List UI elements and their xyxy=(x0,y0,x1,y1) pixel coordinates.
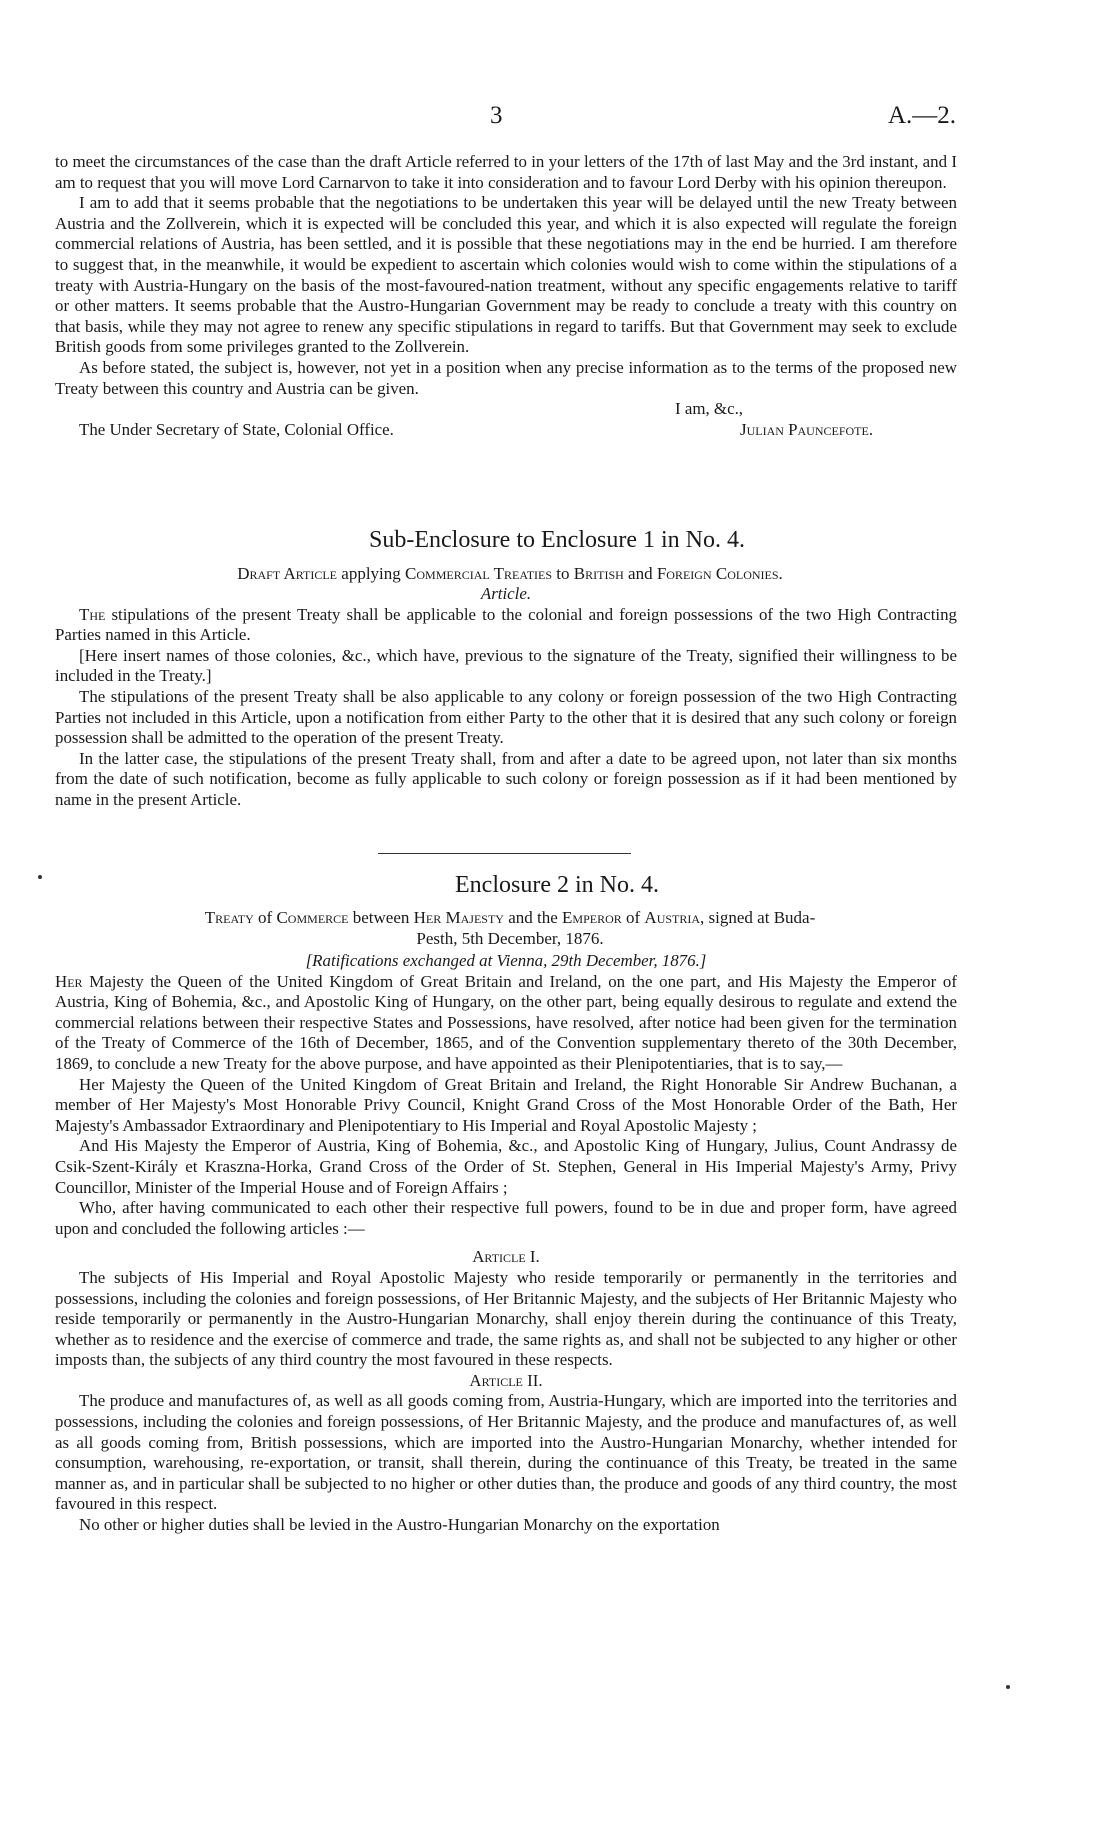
sub-enclosure-paragraph-1 xyxy=(55,605,957,646)
sub-enclosure-paragraph-3: The stipulations of the present Treaty shall be also applicable to any colony or foreign possession of the two High Contracting Parties not included in this Article, upon a notification from either Party to the other that it is desired that any such colony or foreign possession shall be admitted to the operation of the present Treaty. xyxy=(55,686,957,748)
letter-paragraph-1: to meet the circumstances of the case than the draft Article referred to in your letters of the 17th of last May and the 3rd instant, and I am to request that you will move Lord Carnarvon to take it into consideration and to favour Lord Derby with his opinion thereupon. xyxy=(55,152,957,192)
ratification-note: [Ratifications exchanged at Vienna, 29th December, 1876.] xyxy=(305,951,707,970)
subtitle-part: Emperor xyxy=(562,908,622,927)
subtitle-part: to xyxy=(552,564,574,583)
article-2-text: The produce and manufactures of, as well as all goods coming from, Austria-Hungary, which are imported into the territories and possessions, including the colonies and foreign possessions, of Her Britannic Majesty, and the produce and manufactures of, as well as all goods coming from, British possessions, which are imported into the Austro-Hungarian Monarchy, whether intended for consumption, warehousing, re-exportation, or transit, shall therein, during the continuance of this Treaty, be treated in the same manner as, and in particular shall be subjected to no higher or other duties than, the produce and goods of any third country, the most favoured in this respect. xyxy=(55,1391,957,1514)
subtitle-part: British xyxy=(573,564,624,583)
article-2-heading: Article II. xyxy=(469,1370,543,1390)
paragraph-text: stipulations of the present Treaty shall be applicable to the colonial and foreign possessions of the two High Contracting Parties named in this Article. xyxy=(55,604,957,645)
subtitle-part: . xyxy=(778,564,783,583)
paragraph-text: Majesty the Queen of the United Kingdom of Great Britain and Ireland, on the one part, and His Majesty the Emperor of Austria, King of Bohemia, &c., and Apostolic King of Hungary, on the other part, being equally desirous to regulate and extend the commercial relations between their respective States and Possessions, have resolved, after notice had been given for the termination of the Treaty of Commerce of the 16th of December, 1865, and of the Convention supplementary thereto of the 30th December, 1869, to conclude a new Treaty for the above purpose, and have appointed as their Plenipotentiaries, that is to say,— xyxy=(55,971,957,1073)
subtitle-part: between xyxy=(348,908,414,927)
sub-enclosure-subtitle xyxy=(60,563,960,584)
section-divider xyxy=(378,853,631,854)
page-header xyxy=(0,102,1114,130)
subtitle-line-2: Pesth, 5th December, 1876. xyxy=(416,929,604,948)
sub-enclosure-title: Sub-Enclosure to Enclosure 1 in No. 4. xyxy=(369,527,745,553)
margin-mark xyxy=(1006,1685,1010,1689)
treaty-preamble xyxy=(55,972,957,1075)
enclosure-2-subtitle xyxy=(60,907,960,949)
subtitle-part: Her Majesty xyxy=(413,908,504,927)
subtitle-part: and xyxy=(623,564,657,583)
enclosure-2-title: Enclosure 2 in No. 4. xyxy=(455,872,659,898)
subtitle-part: Treaty xyxy=(204,908,254,927)
letter-signatory: Julian Pauncefote. xyxy=(740,419,874,439)
letter-body xyxy=(55,152,957,440)
page-number: 3 xyxy=(490,102,503,129)
treaty-paragraph-4: Who, after having communicated to each other their respective full powers, found to be in due and proper form, have agreed upon and concluded the following articles :— xyxy=(55,1198,957,1238)
subtitle-part: Commerce xyxy=(276,908,349,927)
subtitle-part: , signed at Buda- xyxy=(700,908,816,927)
subtitle-part: of xyxy=(621,908,645,927)
subtitle-part: Austria xyxy=(644,908,701,927)
letter-addressee: The Under Secretary of State, Colonial Office. xyxy=(79,419,394,439)
treaty-body xyxy=(55,951,957,1536)
sub-enclosure-body xyxy=(55,584,957,811)
letter-paragraph-3: As before stated, the subject is, however, not yet in a position when any precise information as to the terms of the proposed new Treaty between this country and Austria can be given. xyxy=(55,357,957,398)
subtitle-part: Commercial Treaties xyxy=(405,564,553,583)
document-reference: A.—2. xyxy=(887,102,956,129)
subtitle-part: Draft Article xyxy=(237,564,338,583)
subtitle-part: applying xyxy=(337,564,406,583)
article-2-continued: No other or higher duties shall be levied in the Austro-Hungarian Monarchy on the exportation xyxy=(79,1515,720,1535)
treaty-paragraph-3: And His Majesty the Emperor of Austria, King of Bohemia, &c., and Apostolic King of Hungary, Julius, Count Andrassy de Csik-Szent-Király et Kraszna-Horka, Grand Cross of the Order of St. Stephen, General in His Imperial Majesty's Army, Privy Councillor, Minister of the Imperial House and of Foreign Affairs ; xyxy=(55,1136,957,1197)
subtitle-part: and the xyxy=(503,908,563,927)
letter-signature-line xyxy=(55,420,957,441)
article-1-text: The subjects of His Imperial and Royal Apostolic Majesty who reside temporarily or permanently in the territories and possessions, including the colonies and foreign possessions, of Her Britannic Majesty, and the subjects of Her Britannic Majesty who reside temporarily or permanently in the Austro-Hungarian Monarchy, shall enjoy therein during the continuance of this Treaty, whether as to residence and the exercise of commerce and trade, the same rights as, and shall not be subjected to any higher or other imposts than, the subjects of any third country the most favoured in these respects. xyxy=(55,1267,957,1370)
article-label: Article. xyxy=(480,584,532,603)
subtitle-part: of xyxy=(253,908,277,927)
article-1-heading: Article I. xyxy=(472,1247,540,1267)
treaty-paragraph-2: Her Majesty the Queen of the United Kingdom of Great Britain and Ireland, the Right Honorable Sir Andrew Buchanan, a member of Her Majesty's Most Honorable Privy Council, Knight Grand Cross of the Most Honorable Order of the Bath, Her Majesty's Ambassador Extraordinary and Plenipotentiary to His Imperial and Royal Apostolic Majesty ; xyxy=(55,1074,957,1135)
letter-closing-line xyxy=(55,399,957,420)
letter-closing: I am, &c., xyxy=(675,399,744,419)
letter-paragraph-2: I am to add that it seems probable that the negotiations to be undertaken this year will be delayed until the new Treaty between Austria and the Zollverein, which it is expected will be concluded this year, and which it is also expected will regulate the foreign commercial relations of Austria, has been settled, and it is possible that these negotiations may in the end be hurried. I am therefore to suggest that, in the meanwhile, it would be expedient to ascertain which colonies would wish to come within the stipulations of a treaty with Austria-Hungary on the basis of the most-favoured-nation treatment, without any specific engagements relative to tariff or other matters. It seems probable that the Austro-Hungarian Government may be ready to conclude a treaty with this country on that basis, while they may not agree to renew any specific stipulations in regard to tariffs. But that Government may seek to exclude British goods from some privileges granted to the Zollverein. xyxy=(55,193,957,357)
sub-enclosure-paragraph-2: [Here insert names of those colonies, &c., which have, previous to the signature of the Treaty, signified their willingness to be included in the Treaty.] xyxy=(55,645,957,686)
drop-lead-word: Her xyxy=(55,971,83,991)
drop-lead-word: The xyxy=(79,604,106,624)
sub-enclosure-paragraph-4: In the latter case, the stipulations of the present Treaty shall, from and after a date to be agreed upon, not later than six months from the date of such notification, become as fully applicable to such colony or foreign possession as if it had been mentioned by name in the present Article. xyxy=(55,748,957,809)
subtitle-part: Foreign Colonies xyxy=(656,564,779,583)
